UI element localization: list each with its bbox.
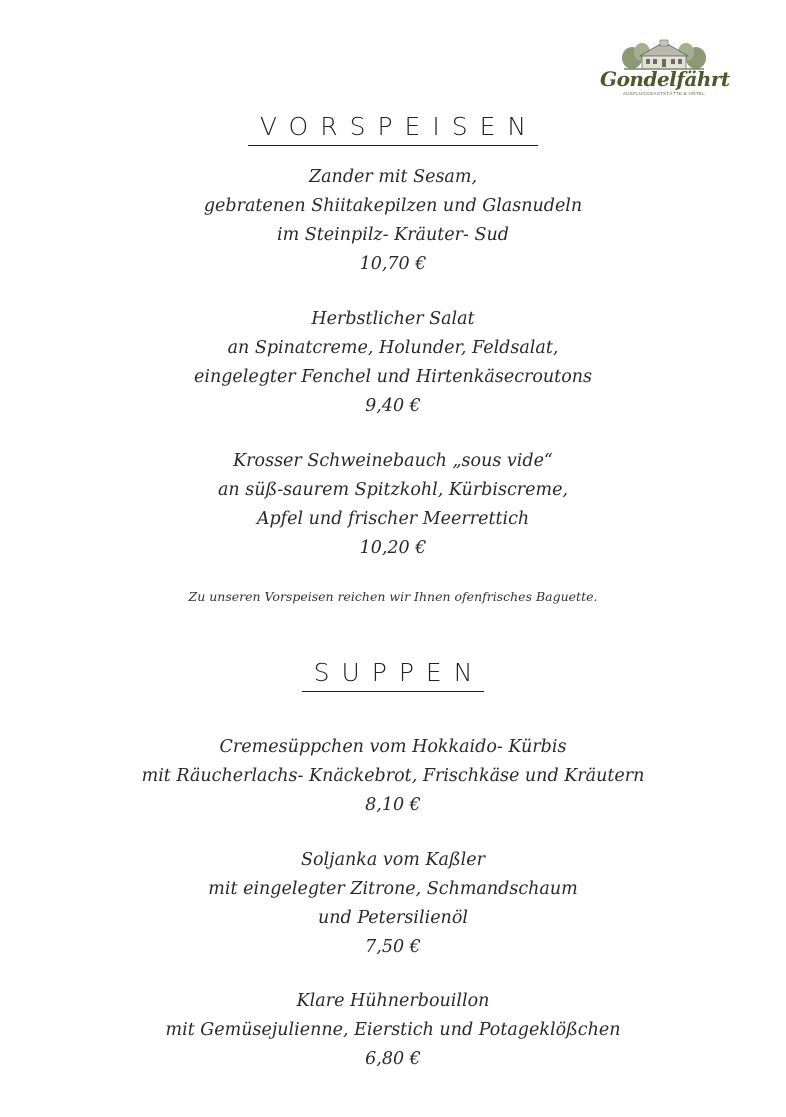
dish-item <box>0 987 786 1074</box>
dish-line: gebratenen Shiitakepilzen und Glasnudeln <box>203 196 583 216</box>
bread-note: Zu unseren Vorspeisen reichen wir Ihnen ofenfrisches Baguette. <box>188 589 598 604</box>
dish-line: mit eingelegter Zitrone, Schmandschaum <box>208 879 578 899</box>
dish-line: an Spinatcreme, Holunder, Feldsalat, <box>227 338 559 358</box>
brand-logo <box>600 38 728 108</box>
dish-price: 6,80 € <box>365 1049 421 1069</box>
dish-line: Cremesüppchen vom Hokkaido- Kürbis <box>219 737 567 757</box>
dish-line: mit Gemüsejulienne, Eierstich und Potageklößchen <box>165 1020 621 1040</box>
dish-item <box>0 447 786 563</box>
dish-line: Klare Hühnerbouillon <box>296 991 490 1011</box>
dish-line: Soljanka vom Kaßler <box>301 850 485 870</box>
dish-line: und Petersilienöl <box>318 908 468 928</box>
brand-name: Gondelfährt <box>600 67 730 91</box>
dish-price: 9,40 € <box>365 396 421 416</box>
dish-line: Krosser Schweinebauch „sous vide“ <box>233 451 553 471</box>
section-heading-vorspeisen: VORSPEISEN <box>0 112 786 146</box>
dish-line: im Steinpilz- Kräuter- Sud <box>277 225 509 245</box>
dish-item <box>0 846 786 962</box>
dish-price: 7,50 € <box>365 937 421 957</box>
dish-price: 10,20 € <box>359 538 427 558</box>
section-heading-suppen: SUPPEN <box>0 658 786 692</box>
dish-line: an süß-saurem Spitzkohl, Kürbiscreme, <box>218 480 568 500</box>
brand-tagline: AUSFLUGSGASTSTÄTTE & HOTEL <box>622 91 706 96</box>
dish-line: Apfel und frischer Meerrettich <box>256 509 530 529</box>
dish-item <box>0 305 786 421</box>
dish-item <box>0 733 786 820</box>
dish-line: mit Räucherlachs- Knäckebrot, Frischkäse und Kräutern <box>141 766 645 786</box>
dish-line: Herbstlicher Salat <box>311 309 475 329</box>
dish-line: eingelegter Fenchel und Hirtenkäsecroutons <box>193 367 592 387</box>
dish-price: 8,10 € <box>365 795 421 815</box>
dish-line: Zander mit Sesam, <box>308 167 478 187</box>
dish-price: 10,70 € <box>359 254 427 274</box>
dish-item <box>0 163 786 279</box>
